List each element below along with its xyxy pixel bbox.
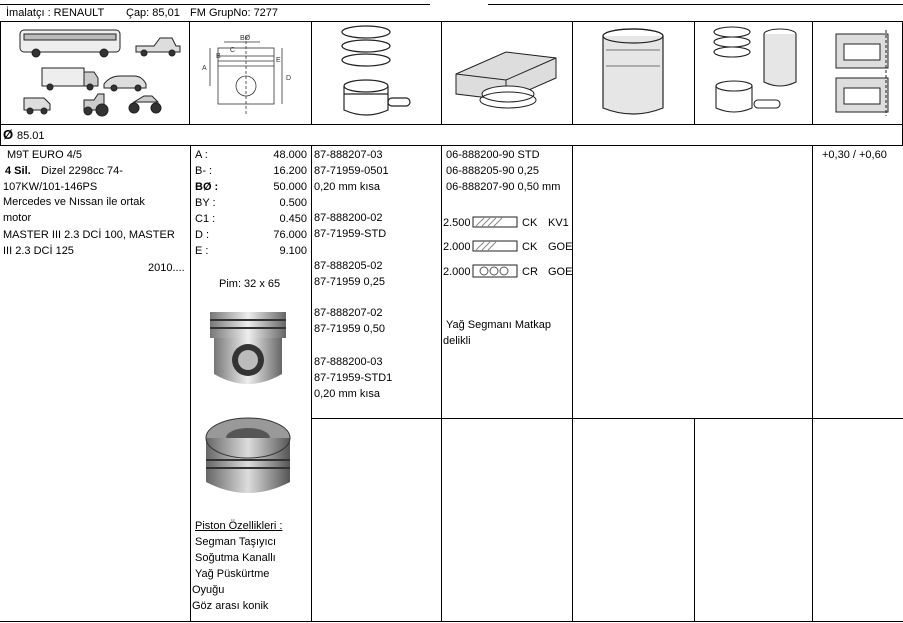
shared-engine-note-2: motor [3,212,32,224]
ring-size: 2.000 [443,266,471,278]
col-line [190,145,191,621]
kit-code: 87-71959-STD1 [314,372,393,384]
dim-label-d: D : [195,229,210,241]
ring-size: 2.000 [443,241,471,253]
kit-code: 87-71959 0,25 [314,276,385,288]
dim-value-d: 76.000 [273,229,307,241]
vehicle-models-2: III 2.3 DCİ 125 [3,245,74,257]
col-line [572,145,573,621]
piston-feature: Yağ Püskürtme [195,568,270,580]
col-line [812,21,813,125]
ring-coating: KV1 [548,217,569,229]
model-year: 2010.... [148,262,185,274]
piston-side-photo [200,306,296,402]
kit-code: 87-71959 0,50 [314,323,385,335]
piston-top-photo [202,412,294,498]
col-line [694,21,695,125]
vehicle-models: MASTER III 2.3 DCİ 100, MASTER [3,229,175,241]
kit-code: 87-71959-0501 [314,165,389,177]
col-line [311,21,312,125]
left-border [0,21,1,145]
lower-row-line [311,418,903,419]
vehicles-icon [14,26,184,120]
dim-value-b: 16.200 [273,165,307,177]
col-line [694,418,695,621]
svg-text:D: D [286,75,292,82]
oil-ring-note: Yağ Segmanı Matkap [446,319,551,331]
dim-value-e: 9.100 [279,245,307,257]
dim-value-by: 0.500 [279,197,307,209]
pin-size: Pim: 32 x 65 [219,278,281,290]
header-top-line-right [488,4,903,5]
piston-feature: Göz arası konik [192,600,269,612]
ring-type: CR [522,266,538,278]
diameter-bottom-line [0,145,903,146]
images-bottom-line [0,124,903,125]
cylinder-count: 4 Sil. [5,165,31,177]
dim-label-by: BY : [195,197,216,209]
ring-code: 06-888200-90 STD [446,149,540,161]
diameter-value: 85.01 [17,130,45,142]
manufacturer: İmalatçı : RENAULT [6,7,105,19]
ring-coating: GOE [548,266,573,278]
col-line [441,145,442,621]
ring-code: 06-888207-90 0,50 mm [446,181,561,193]
kit-note: 0,20 mm kısa [314,181,381,193]
dim-value-a: 48.000 [273,149,307,161]
kit-code: 87-888207-02 [314,307,383,319]
piston-feature: Soğutma Kanallı [195,552,276,564]
oil-ring-note-2: delikli [443,335,471,347]
bore-size: Çap: 85,01 [126,7,180,19]
dim-value-b-diameter: 50.000 [273,181,307,193]
cylinder-liner-icon [598,26,668,120]
diameter-symbol-icon: Ø [3,127,14,142]
dim-label-b: B- : [195,165,213,177]
dim-value-c1: 0.450 [279,213,307,225]
group-number: FM GrupNo: 7277 [190,7,279,19]
piston-feature: Segman Taşıyıcı [195,536,277,548]
kit-code: 87-888200-03 [314,356,383,368]
kit-code: 87-888207-03 [314,149,383,161]
oversize-values: +0,30 / +0,60 [822,149,887,161]
col-line [441,21,442,125]
compression-ring-icon [472,215,520,229]
taper-ring-icon [472,239,520,253]
col-line [572,21,573,125]
svg-text:BØ: BØ [240,35,251,42]
piston-section-icon [830,26,894,120]
kit-note: 0,20 mm kısa [314,388,381,400]
engine-power: 107KW/101-146PS [3,181,98,193]
svg-text:E: E [276,57,281,64]
table-bottom-line [0,621,903,622]
dim-label-b-diameter: BØ : [195,181,219,193]
oil-ring-icon [472,263,520,279]
col-line [812,145,813,621]
piston-features-title: Piston Özellikleri : [195,520,283,532]
kit-code: 87-71959-STD [314,228,387,240]
ring-code: 06-888205-90 0,25 [446,165,539,177]
header-bottom-line [0,21,903,22]
svg-text:B: B [216,53,221,60]
ring-tool-icon [452,40,564,112]
ring-type: CK [522,241,538,253]
engine-code: M9T EURO 4/5 [7,149,82,161]
full-kit-icon [710,24,806,122]
svg-text:C: C [230,47,236,54]
col-line [189,21,190,125]
shared-engine-note: Mercedes ve Nıssan ile ortak [3,196,145,208]
ring-size: 2.500 [443,217,471,229]
dim-label-a: A : [195,149,208,161]
header-top-line [0,4,430,5]
ring-type: CK [522,217,538,229]
col-line [311,145,312,621]
kit-code: 87-888205-02 [314,260,383,272]
rings-and-piston-icon [336,24,416,122]
svg-text:A: A [202,65,207,72]
ring-coating: GOE [548,241,573,253]
piston-dimension-drawing-icon [196,28,306,120]
dim-label-e: E : [195,245,209,257]
piston-feature: Oyuğu [192,584,225,596]
kit-code: 87-888200-02 [314,212,383,224]
dim-label-c1: C1 : [195,213,216,225]
engine-type: Dizel 2298cc 74- [41,165,123,177]
